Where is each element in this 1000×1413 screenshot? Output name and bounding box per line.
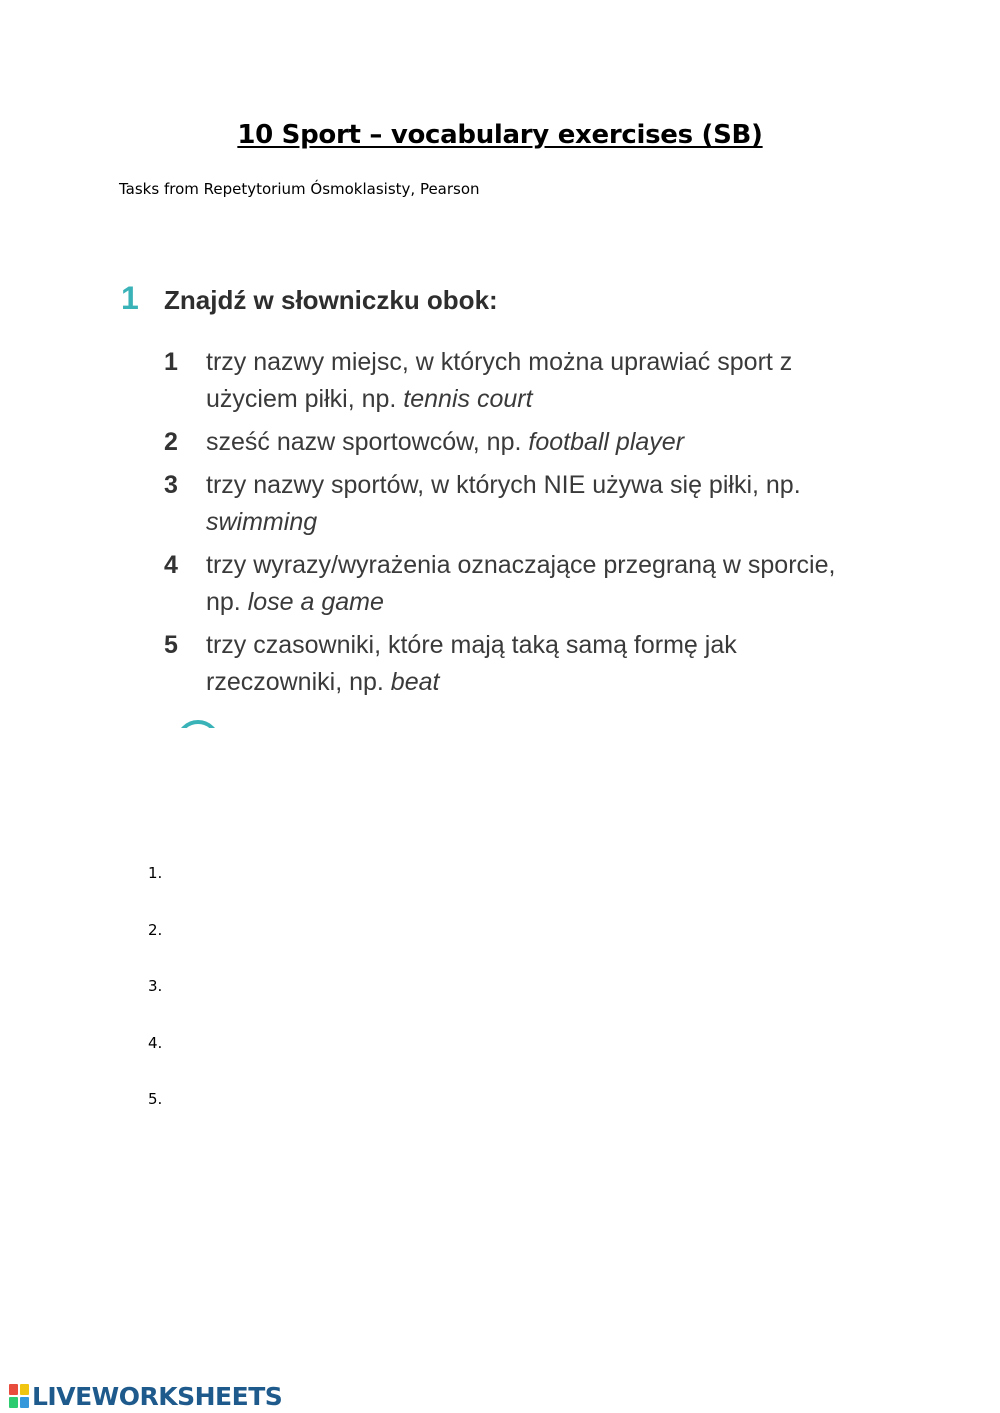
item-number: 2: [164, 428, 178, 456]
logo-block: [20, 1397, 29, 1408]
page-subtitle: Tasks from Repetytorium Ósmoklasisty, Pearson: [119, 180, 480, 198]
item-number: 4: [164, 551, 178, 579]
exercise-list: [164, 344, 864, 707]
exercise-item: [164, 547, 864, 621]
item-number: 5: [164, 631, 178, 659]
item-example: beat: [390, 668, 440, 696]
item-text: trzy czasowniki, które mają taką samą formę jak rzeczowniki, np.: [206, 631, 737, 696]
answer-list: [148, 864, 162, 1147]
item-example: football player: [528, 428, 685, 456]
exercise-image: [118, 278, 878, 728]
liveworksheets-logo: [9, 1383, 282, 1409]
item-text: trzy nazwy sportów, w których NIE używa się piłki, np.: [206, 471, 801, 499]
answer-line[interactable]: 1.: [148, 864, 163, 882]
logo-block: [9, 1397, 18, 1408]
answer-line[interactable]: 5.: [148, 1090, 163, 1108]
exercise-item: [164, 627, 864, 701]
item-text: trzy nazwy miejsc, w których można uprawiać sport z użyciem piłki, np.: [206, 348, 793, 413]
exercise-item: [164, 467, 864, 541]
exercise-number: 1: [121, 280, 139, 316]
item-number: 1: [164, 348, 178, 376]
exercise-item: [164, 344, 864, 418]
answer-line[interactable]: 3.: [148, 977, 163, 995]
item-text: trzy wyrazy/wyrażenia oznaczające przegraną w sporcie, np.: [206, 551, 836, 616]
next-exercise-marker-icon: [176, 720, 220, 728]
answer-line[interactable]: 4.: [148, 1033, 163, 1052]
exercise-item: [164, 424, 864, 461]
logo-block: [20, 1384, 29, 1395]
page-title: 10 Sport – vocabulary exercises (SB): [237, 120, 763, 150]
item-example: swimming: [206, 508, 318, 536]
logo-blocks-icon: [9, 1384, 29, 1408]
exercise-heading: Znajdź w słowniczku obok:: [164, 285, 498, 315]
item-example: tennis court: [403, 385, 533, 413]
item-text: sześć nazw sportowców, np.: [206, 428, 529, 456]
logo-text: LIVEWORKSHEETS: [32, 1381, 283, 1411]
logo-block: [9, 1384, 18, 1395]
answer-line[interactable]: 2.: [148, 920, 163, 939]
item-number: 3: [164, 471, 178, 499]
item-example: lose a game: [247, 588, 384, 616]
